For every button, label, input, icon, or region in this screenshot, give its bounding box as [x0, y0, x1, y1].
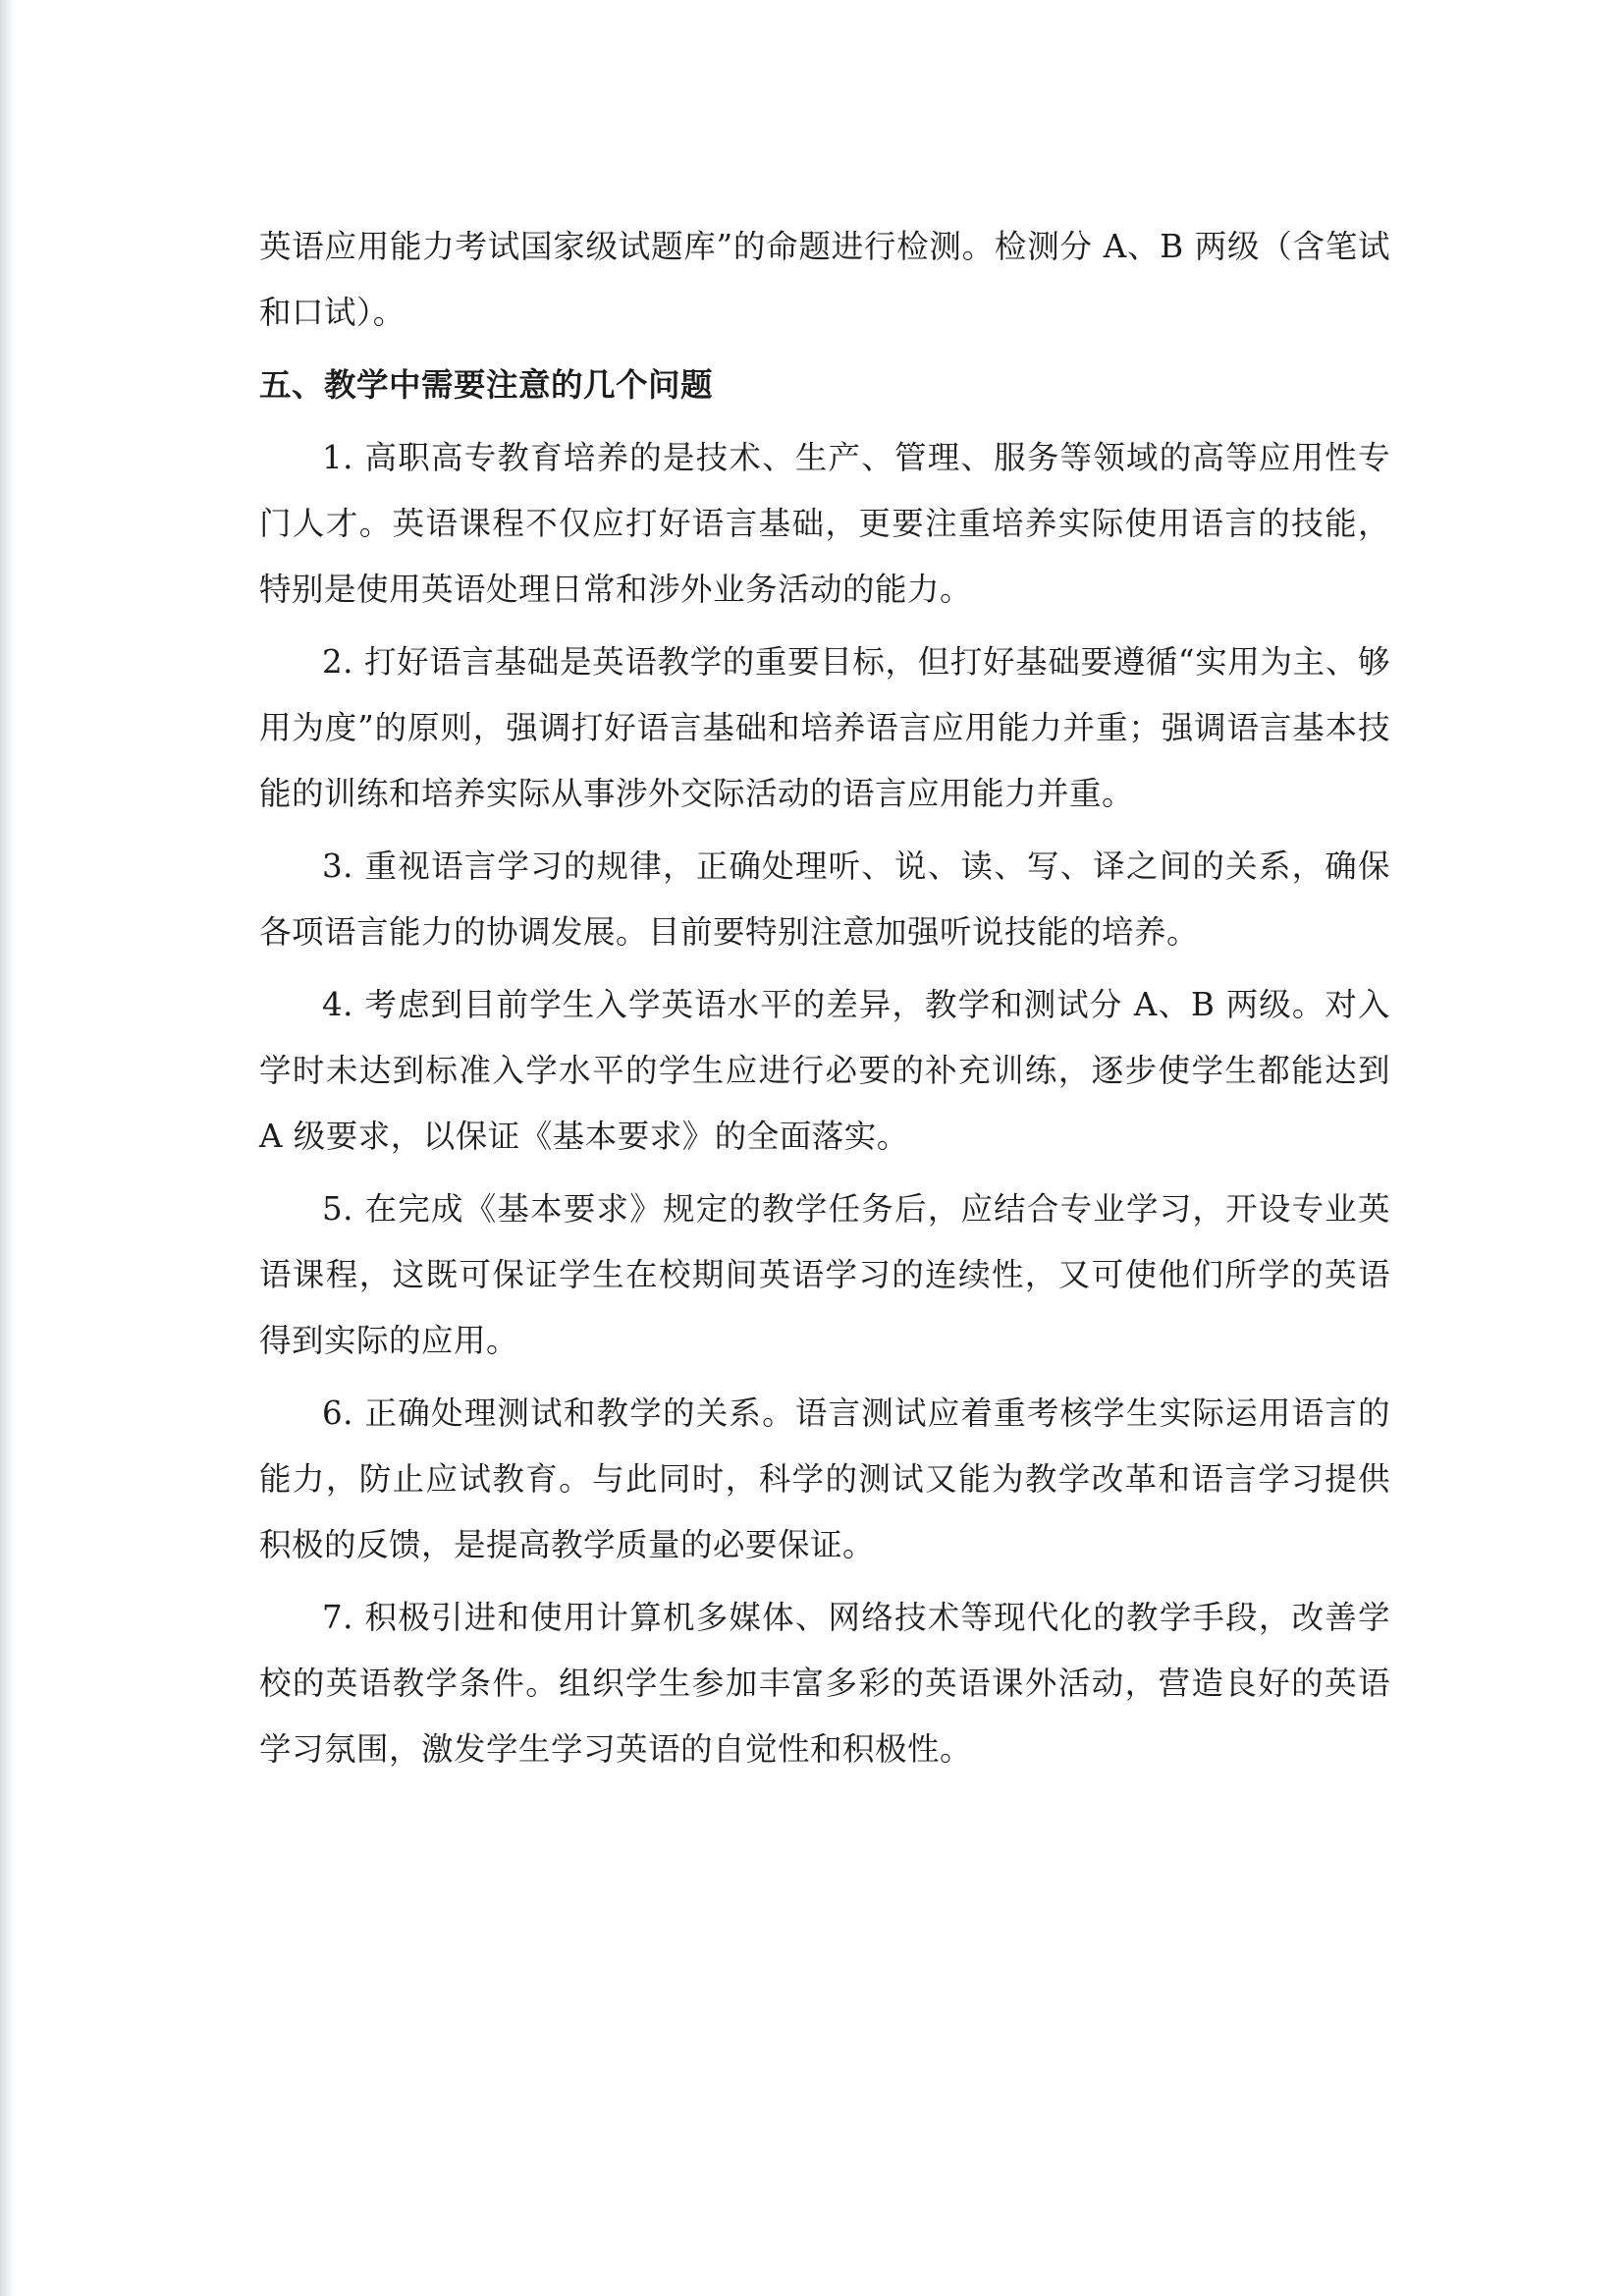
list-item-1: 1. 高职高专教育培养的是技术、生产、管理、服务等领域的高等应用性专门人才。英语课程不仅应打好语言基础，更要注重培养实际使用语言的技能，特别是使用英语处理日常和涉外业务活动的能力。 [259, 439, 1390, 608]
list-item-6: 6. 正确处理测试和教学的关系。语言测试应着重考核学生实际运用语言的能力，防止应试教育。与此同时，科学的测试又能为教学改革和语言学习提供积极的反馈，是提高教学质量的必要保证。 [259, 1394, 1390, 1563]
section-heading: 五、教学中需要注意的几个问题 [259, 366, 714, 404]
scan-edge-shadow [0, 0, 14, 2296]
list-item-5: 5. 在完成《基本要求》规定的教学任务后，应结合专业学习，开设专业英语课程，这既可保证学生在校期间英语学习的连续性，又可使他们所学的英语得到实际的应用。 [259, 1190, 1390, 1359]
list-item-4: 4. 考虑到目前学生入学英语水平的差异，教学和测试分 A、B 两级。对入学时未达到标准入学水平的学生应进行必要的补充训练，逐步使学生都能达到 A 级要求，以保证《基本要求》的全面落实。 [259, 986, 1390, 1155]
list-item-3: 3. 重视语言学习的规律，正确处理听、说、读、写、译之间的关系，确保各项语言能力的协调发展。目前要特别注意加强听说技能的培养。 [259, 847, 1390, 951]
continuation-paragraph: 英语应用能力考试国家级试题库”的命题进行检测。检测分 A、B 两级（含笔试和口试）。 [259, 228, 1390, 331]
list-item-7: 7. 积极引进和使用计算机多媒体、网络技术等现代化的教学手段，改善学校的英语教学条件。组织学生参加丰富多彩的英语课外活动，营造良好的英语学习氛围，激发学生学习英语的自觉性和积极性。 [259, 1599, 1390, 1768]
document-body [259, 214, 1390, 1782]
list-item-2: 2. 打好语言基础是英语教学的重要目标，但打好基础要遵循“实用为主、够用为度”的原则，强调打好语言基础和培养语言应用能力并重；强调语言基本技能的训练和培养实际从事涉外交际活动的语言应用能力并重。 [259, 643, 1390, 812]
